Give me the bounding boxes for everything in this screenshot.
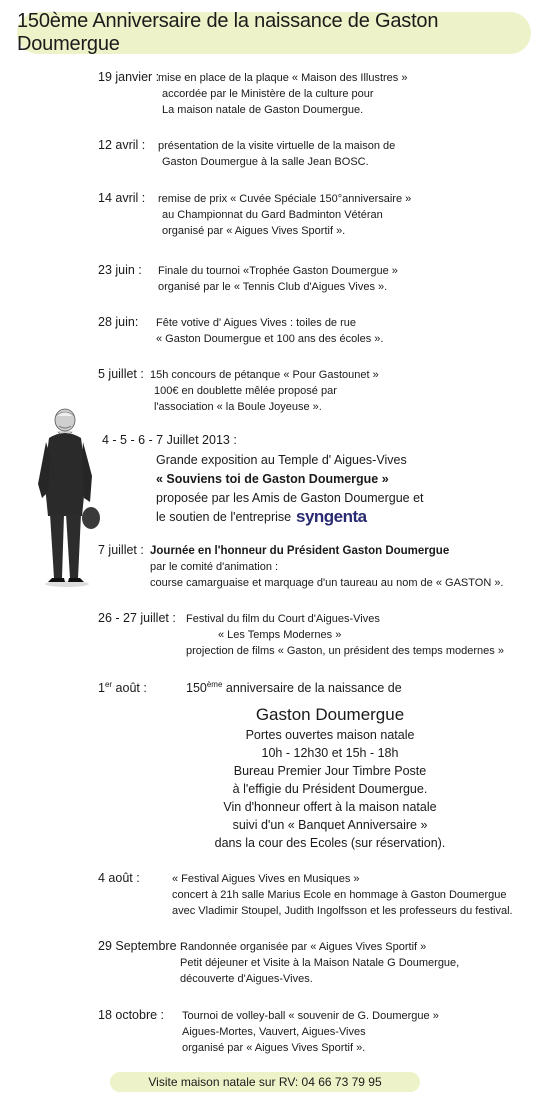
event-text: organisé par le « Tennis Club d'Aigues Vives ».	[158, 281, 388, 293]
event-date: 7 juillet :	[98, 543, 144, 557]
event-text: Vin d'honneur offert à la maison natale	[223, 800, 437, 814]
event-date	[98, 680, 147, 696]
anniversary-name: Gaston Doumergue	[255, 705, 405, 724]
event-date: 4 - 5 - 6 - 7 Juillet 2013 :	[102, 433, 237, 447]
event-text: dans la cour des Ecoles (sur réservation).	[214, 836, 446, 850]
event-date: 23 juin :	[98, 263, 142, 277]
event-text: La maison natale de Gaston Doumergue.	[162, 104, 364, 116]
event-text: accordée par le Ministère de la culture pour	[162, 88, 374, 100]
event-text: organisé par « Aigues Vives Sportif ».	[162, 225, 346, 237]
page-title: 150ème Anniversaire de la naissance de Gaston Doumergue	[17, 12, 531, 54]
event-text: Grande exposition au Temple d' Aigues-Vives	[156, 453, 407, 467]
event-text: à l'effigie du Président Doumergue.	[232, 782, 428, 796]
event-text: course camarguaise et marquage d'un taureau au nom de « GASTON ».	[150, 577, 504, 589]
event-text: « Souviens toi de Gaston Doumergue »	[156, 472, 389, 486]
syngenta-wordmark: syngenta	[296, 507, 367, 526]
event-text: remise de prix « Cuvée Spéciale 150°anniversaire »	[158, 193, 412, 205]
event-text: organisé par « Aigues Vives Sportif ».	[182, 1042, 366, 1054]
portrait-figure-icon	[34, 406, 104, 588]
intro-sup: ème	[206, 679, 223, 689]
event-text: concert à 21h salle Marius Ecole en hommage à Gaston Doumergue	[172, 889, 507, 901]
event-text: Bureau Premier Jour Timbre Poste	[233, 764, 427, 778]
event-date: 4 août :	[98, 871, 140, 885]
event-text: Festival du film du Court d'Aigues-Vives	[186, 613, 380, 625]
event-date: 14 avril :	[98, 191, 146, 205]
event-text: Tournoi de volley-ball « souvenir de G. Doumergue »	[182, 1010, 439, 1022]
event-text: Fête votive d' Aigues Vives : toiles de rue	[156, 317, 357, 329]
intro-rest: anniversaire de la naissance de	[222, 681, 402, 695]
event-text: Portes ouvertes maison natale	[245, 728, 415, 742]
date-rest: août :	[112, 681, 147, 695]
event-text: projection de films « Gaston, un président des temps modernes »	[186, 645, 504, 657]
gaston-doumergue-photo	[34, 406, 104, 593]
event-text: « Les Temps Modernes »	[218, 629, 342, 641]
date-day: 1	[98, 681, 105, 695]
event-text: Petit déjeuner et Visite à la Maison Natale G Doumergue,	[180, 957, 460, 969]
event-text: découverte d'Aigues-Vives.	[180, 973, 313, 985]
intro-number: 150	[186, 681, 207, 695]
event-text: 10h - 12h30 et 15h - 18h	[261, 746, 399, 760]
event-date: 18 octobre :	[98, 1008, 165, 1022]
event-date: 29 Septembre :	[98, 939, 184, 953]
event-date: 28 juin:	[98, 315, 139, 329]
footer-contact: Visite maison natale sur RV: 04 66 73 79 95	[110, 1072, 420, 1092]
event-date: 19 janvier :	[98, 70, 160, 84]
event-text: Finale du tournoi «Trophée Gaston Doumergue »	[158, 265, 398, 277]
event-text: l'association « la Boule Joyeuse ».	[154, 401, 322, 413]
event-text: 100€ en doublette mêlée proposé par	[154, 385, 337, 397]
event-text: le soutien de l'entreprise	[156, 510, 292, 524]
event-date: 5 juillet :	[98, 367, 144, 381]
date-sup: er	[104, 679, 113, 689]
event-text	[186, 680, 402, 696]
event-text: Randonnée organisée par « Aigues Vives Sportif »	[180, 941, 427, 953]
event-text: « Gaston Doumergue et 100 ans des écoles ».	[156, 333, 384, 345]
event-text: présentation de la visite virtuelle de la maison de	[158, 140, 396, 152]
event-text: 15h concours de pétanque « Pour Gastounet »	[150, 369, 379, 381]
event-text: mise en place de la plaque « Maison des Illustres »	[158, 72, 408, 84]
event-text: proposée par les Amis de Gaston Doumergue et	[156, 491, 424, 505]
event-date: 26 - 27 juillet :	[98, 611, 176, 625]
event-text: « Festival Aigues Vives en Musiques »	[172, 873, 360, 885]
event-text: Aigues-Mortes, Vauvert, Aigues-Vives	[182, 1026, 366, 1038]
event-text: au Championnat du Gard Badminton Vétéran	[162, 209, 383, 221]
event-text: suivi d'un « Banquet Anniversaire »	[232, 818, 428, 832]
anniversary-block	[200, 704, 460, 852]
event-text: avec Vladimir Stoupel, Judith Ingolfsson et les professeurs du festival.	[172, 905, 513, 917]
syngenta-logo	[296, 507, 367, 527]
event-date: 12 avril :	[98, 138, 146, 152]
event-text: Journée en l'honneur du Président Gaston Doumergue	[150, 545, 450, 557]
event-text: par le comité d'animation :	[150, 561, 279, 573]
event-text: Gaston Doumergue à la salle Jean BOSC.	[162, 156, 369, 168]
